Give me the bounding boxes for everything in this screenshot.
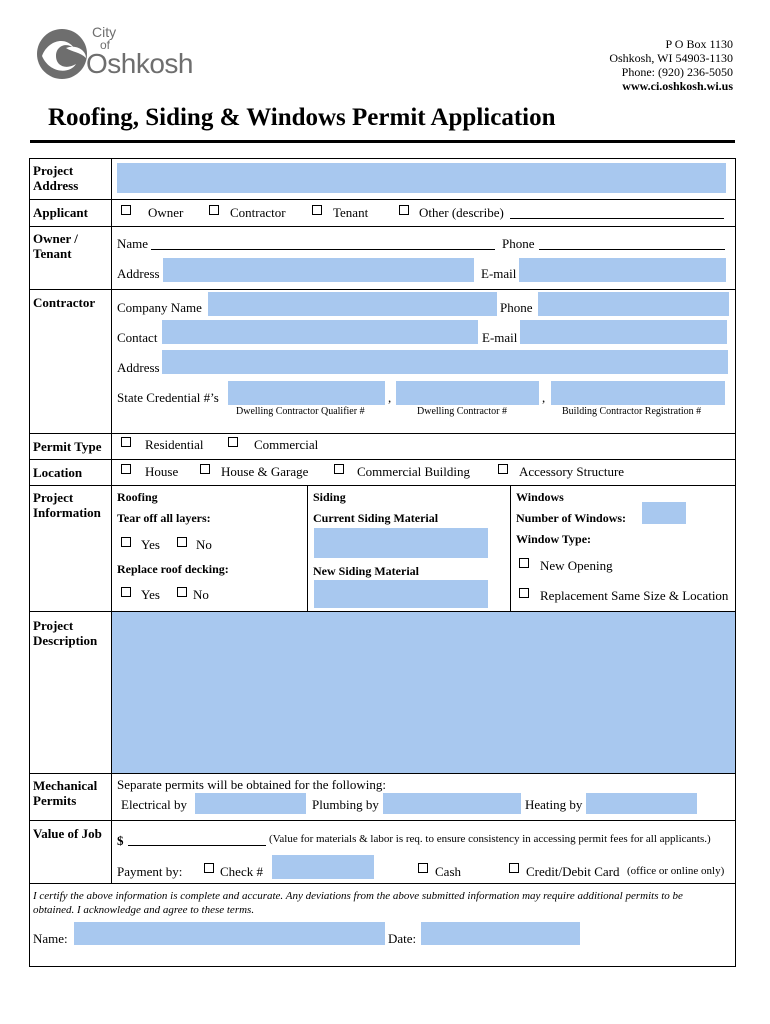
logo-of-text: of	[100, 38, 111, 52]
location-house-checkbox[interactable]	[121, 464, 131, 474]
siding-heading: Siding	[313, 490, 346, 504]
value-of-job-field[interactable]	[128, 845, 266, 846]
dwelling-contractor-number-field[interactable]	[396, 381, 539, 405]
contractor-address-label: Address	[117, 360, 160, 375]
qualifier-number-field[interactable]	[228, 381, 385, 405]
row-divider	[29, 773, 736, 774]
windows-heading: Windows	[516, 490, 564, 504]
city-state-zip: Oshkosh, WI 54903-1130	[609, 51, 733, 65]
project-info-divider	[307, 485, 308, 611]
applicant-other-checkbox[interactable]	[399, 205, 409, 215]
location-commercial-building-label: Commercial Building	[357, 464, 471, 479]
tear-off-no-checkbox[interactable]	[177, 537, 187, 547]
credential-comma: ,	[388, 390, 392, 405]
card-label: Credit/Debit Card	[526, 864, 620, 879]
value-of-job-label: Value of Job	[33, 826, 102, 841]
contractor-company-label: Company Name	[117, 300, 202, 315]
owner-address-label: Address	[117, 266, 160, 281]
applicant-contractor-checkbox[interactable]	[209, 205, 219, 215]
commercial-label: Commercial	[254, 437, 319, 452]
replacement-label: Replacement Same Size & Location	[540, 588, 729, 603]
residential-checkbox[interactable]	[121, 437, 131, 447]
replacement-checkbox[interactable]	[519, 588, 529, 598]
location-accessory-structure-checkbox[interactable]	[498, 464, 508, 474]
applicant-tenant-checkbox[interactable]	[312, 205, 322, 215]
contractor-email-field[interactable]	[520, 320, 727, 344]
window-type-label: Window Type:	[516, 532, 592, 546]
location-accessory-structure-label: Accessory Structure	[519, 464, 625, 479]
applicant-label: Applicant	[33, 205, 88, 220]
page-title: Roofing, Siding & Windows Permit Application	[48, 104, 556, 131]
row-divider	[29, 199, 736, 200]
row-divider	[29, 820, 736, 821]
decking-yes-checkbox[interactable]	[121, 587, 131, 597]
row-divider	[29, 226, 736, 227]
applicant-contractor-label: Contractor	[230, 205, 286, 220]
location-commercial-building-checkbox[interactable]	[334, 464, 344, 474]
electrical-field[interactable]	[195, 793, 306, 814]
location-house-garage-checkbox[interactable]	[200, 464, 210, 474]
owner-address-field[interactable]	[163, 258, 474, 282]
building-registration-number-field[interactable]	[551, 381, 725, 405]
contractor-phone-label: Phone	[500, 300, 533, 315]
replace-decking-label: Replace roof decking:	[117, 562, 229, 576]
row-divider	[29, 459, 736, 460]
credential-comma: ,	[542, 390, 546, 405]
logo-name-text: Oshkosh	[86, 48, 193, 79]
signature-name-field[interactable]	[74, 922, 385, 945]
owner-tenant-label: Owner / Tenant	[33, 231, 78, 261]
certification-text: I certify the above information is complete and accurate. Any deviations from the above submitted information may require additional permits to be obtained. I acknowledge and agree to these terms.	[33, 890, 683, 916]
state-credential-label: State Credential #’s	[117, 390, 219, 405]
applicant-other-label: Other (describe)	[419, 205, 504, 220]
project-address-label: Project Address	[33, 163, 79, 193]
applicant-other-field[interactable]	[510, 218, 724, 219]
row-divider	[29, 883, 736, 884]
contractor-contact-field[interactable]	[162, 320, 478, 344]
website-link[interactable]: www.ci.oshkosh.wi.us	[622, 79, 733, 93]
contractor-contact-label: Contact	[117, 330, 158, 345]
contractor-address-field[interactable]	[162, 350, 728, 374]
new-siding-label: New Siding Material	[313, 564, 419, 578]
decking-no-checkbox[interactable]	[177, 587, 187, 597]
card-checkbox[interactable]	[509, 863, 519, 873]
residential-label: Residential	[145, 437, 204, 452]
commercial-checkbox[interactable]	[228, 437, 238, 447]
cash-checkbox[interactable]	[418, 863, 428, 873]
tear-off-label: Tear off all layers:	[117, 511, 211, 525]
new-opening-checkbox[interactable]	[519, 558, 529, 568]
check-label: Check #	[220, 864, 263, 879]
owner-name-label: Name	[117, 236, 149, 251]
location-house-label: House	[145, 464, 179, 479]
decking-yes-label: Yes	[141, 587, 160, 602]
new-siding-field[interactable]	[314, 580, 488, 608]
contractor-company-field[interactable]	[208, 292, 497, 316]
current-siding-label: Current Siding Material	[313, 511, 439, 525]
dwelling-contractor-number-caption: Dwelling Contractor #	[417, 406, 507, 417]
tear-off-no-label: No	[196, 537, 212, 552]
electrical-label: Electrical by	[121, 797, 188, 812]
owner-phone-field[interactable]	[539, 249, 725, 250]
heating-label: Heating by	[525, 797, 583, 812]
tear-off-yes-label: Yes	[141, 537, 160, 552]
po-box: P O Box 1130	[665, 37, 733, 51]
city-logo	[36, 24, 196, 84]
contact-block	[609, 37, 733, 93]
phone-number: Phone: (920) 236-5050	[621, 65, 733, 79]
number-windows-field[interactable]	[642, 502, 686, 524]
plumbing-field[interactable]	[383, 793, 521, 814]
contractor-email-label: E-mail	[482, 330, 518, 345]
project-info-divider	[510, 485, 511, 611]
owner-phone-label: Phone	[502, 236, 535, 251]
row-divider	[29, 289, 736, 290]
project-description-label: Project Description	[33, 618, 98, 648]
current-siding-field[interactable]	[314, 528, 488, 558]
row-divider	[29, 485, 736, 486]
permit-type-label: Permit Type	[33, 439, 102, 454]
signature-name-label: Name:	[33, 931, 68, 946]
title-rule	[30, 140, 735, 143]
contractor-phone-field[interactable]	[538, 292, 729, 316]
logo-city-text: City	[92, 24, 117, 40]
dollar-sign: $	[117, 833, 124, 848]
owner-email-label: E-mail	[481, 266, 517, 281]
owner-name-field[interactable]	[151, 249, 495, 250]
location-house-garage-label: House & Garage	[221, 464, 309, 479]
mechanical-note: Separate permits will be obtained for the following:	[117, 777, 386, 792]
heating-field[interactable]	[586, 793, 697, 814]
project-information-label: Project Information	[33, 490, 101, 520]
signature-date-field[interactable]	[421, 922, 580, 945]
check-checkbox[interactable]	[204, 863, 214, 873]
building-registration-number-caption: Building Contractor Registration #	[562, 406, 702, 417]
applicant-tenant-label: Tenant	[333, 205, 369, 220]
new-opening-label: New Opening	[540, 558, 613, 573]
contractor-label: Contractor	[33, 295, 96, 310]
roofing-heading: Roofing	[117, 490, 158, 504]
applicant-owner-label: Owner	[148, 205, 184, 220]
logo-wave-icon	[36, 26, 92, 82]
card-note: (office or online only)	[627, 865, 725, 877]
value-note: (Value for materials & labor is req. to ensure consistency in accessing permit fees for all applicants.)	[269, 833, 711, 845]
row-divider	[29, 433, 736, 434]
owner-email-field[interactable]	[519, 258, 726, 282]
signature-date-label: Date:	[388, 931, 417, 946]
number-windows-label: Number of Windows:	[516, 511, 627, 525]
check-number-field[interactable]	[272, 855, 374, 879]
cash-label: Cash	[435, 864, 461, 879]
project-description-field[interactable]	[112, 612, 735, 773]
qualifier-number-caption: Dwelling Contractor Qualifier #	[236, 406, 365, 417]
project-address-field[interactable]	[117, 163, 726, 193]
mechanical-permits-label: Mechanical Permits	[33, 778, 98, 808]
decking-no-label: No	[193, 587, 209, 602]
tear-off-yes-checkbox[interactable]	[121, 537, 131, 547]
payment-label: Payment by:	[117, 864, 183, 879]
label-column-divider	[111, 158, 112, 883]
applicant-owner-checkbox[interactable]	[121, 205, 131, 215]
location-label: Location	[33, 465, 83, 480]
plumbing-label: Plumbing by	[312, 797, 379, 812]
